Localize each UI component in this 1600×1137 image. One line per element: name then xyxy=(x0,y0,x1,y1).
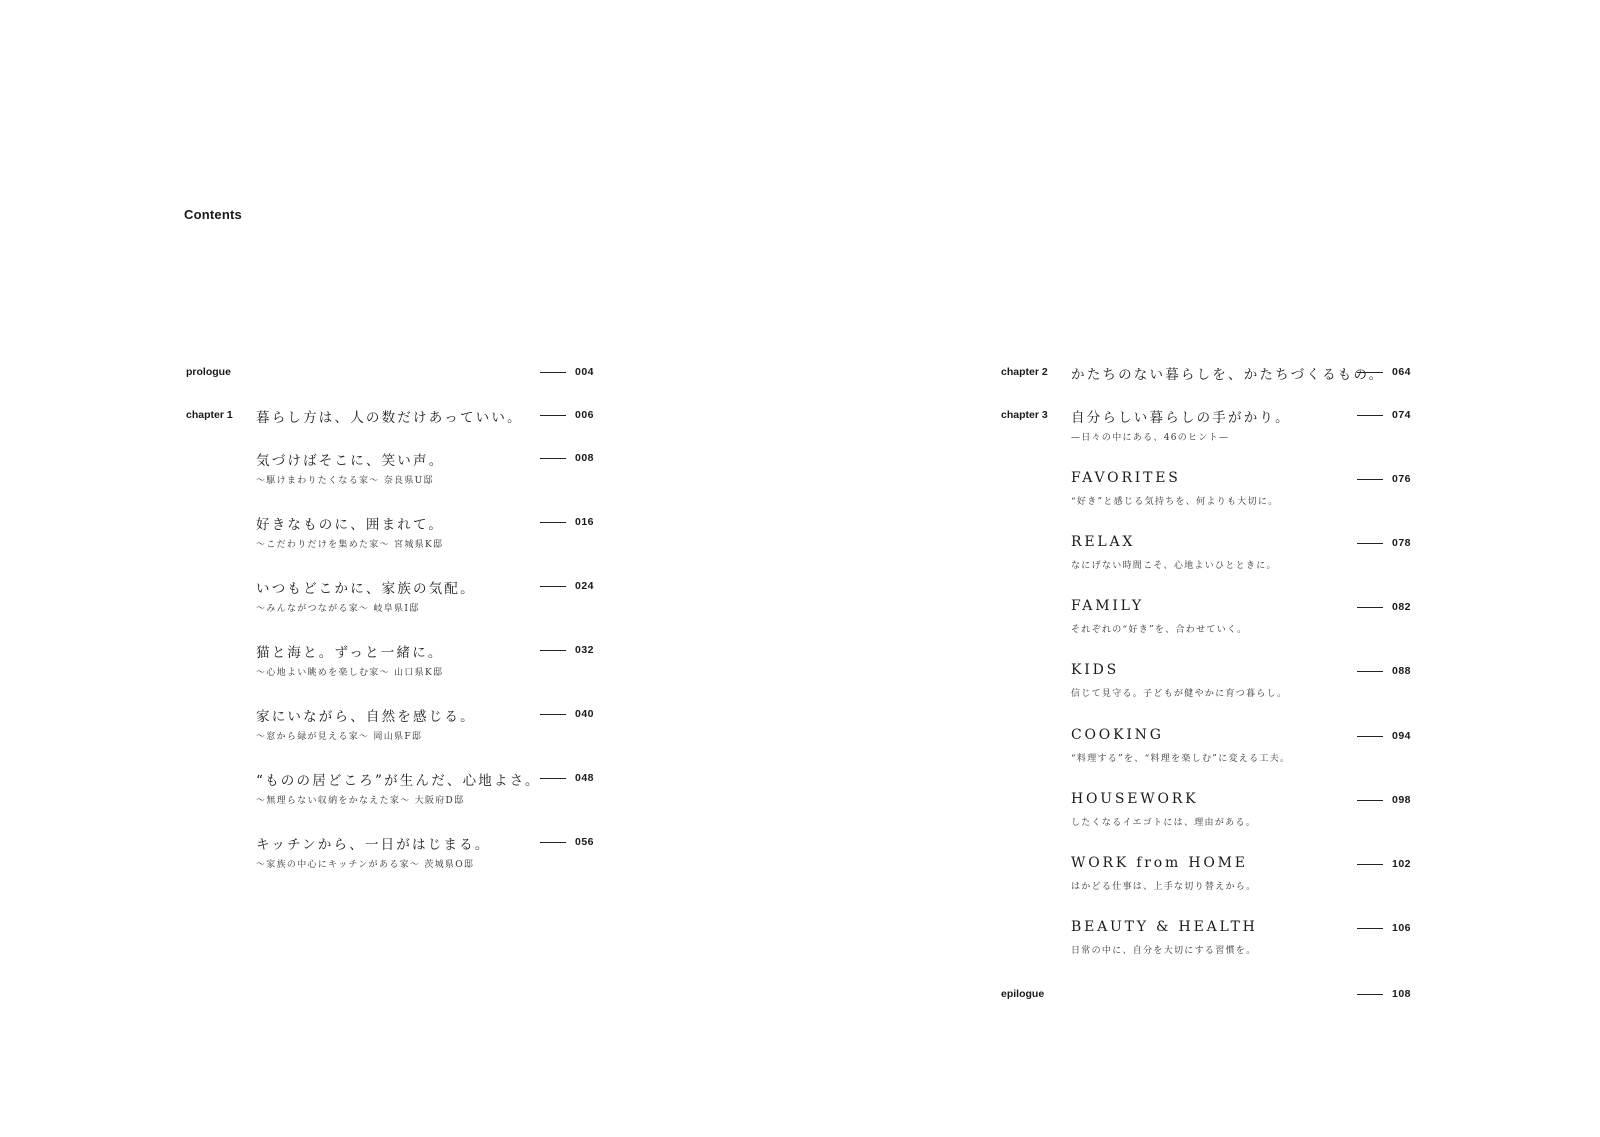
toc-entry[interactable] xyxy=(1001,598,1421,638)
entry-title: 家にいながら、自然を感じる。 xyxy=(256,709,476,725)
leader-line xyxy=(1357,994,1383,995)
entry-title: キッチンから、一日がはじまる。 xyxy=(256,837,491,853)
leader-line xyxy=(1357,415,1383,416)
entry-title: RELAX xyxy=(1071,534,1136,550)
entry-subtitle: はかどる仕事は、上手な切り替えから。 xyxy=(1071,882,1257,892)
entry-subtitle: 〜窓から緑が見える家〜 岡山県F邸 xyxy=(256,732,423,742)
entry-title: WORK from HOME xyxy=(1071,855,1248,871)
page-number: 048 xyxy=(575,772,595,784)
entry-subtitle: 日常の中に、自分を大切にする習慣を。 xyxy=(1071,946,1257,956)
entry-title: COOKING xyxy=(1071,727,1164,743)
entry-subtitle: 〜無理らない収納をかなえた家〜 大阪府D邸 xyxy=(256,796,465,806)
toc-entry[interactable] xyxy=(1001,534,1421,574)
leader-line xyxy=(1357,736,1383,737)
entry-subtitle: 信じて見守る。子どもが健やかに育つ暮らし。 xyxy=(1071,689,1288,699)
leader-line xyxy=(1357,372,1383,373)
page-number: 108 xyxy=(1392,988,1412,1000)
entry-label: chapter 1 xyxy=(186,409,233,421)
entry-title: BEAUTY & HEALTH xyxy=(1071,919,1258,935)
toc-entry[interactable] xyxy=(1001,470,1421,510)
entry-subtitle: “料理する”を、“料理を楽しむ”に変える工夫。 xyxy=(1071,754,1291,764)
entry-subtitle: なにげない時間こそ、心地よいひとときに。 xyxy=(1071,561,1277,571)
entry-title: 暮らし方は、人の数だけあっていい。 xyxy=(256,410,523,426)
entry-label: prologue xyxy=(186,366,231,378)
page-number: 056 xyxy=(575,836,595,848)
toc-entry[interactable] xyxy=(1001,985,1421,1025)
entry-subtitle: 〜こだわりだけを集めた家〜 宮城県K邸 xyxy=(256,540,444,550)
entry-title: “ものの居どころ”が生んだ、心地よさ。 xyxy=(256,773,541,789)
leader-line xyxy=(1357,928,1383,929)
toc-entry[interactable] xyxy=(1001,662,1421,702)
entry-title: 気づけばそこに、笑い声。 xyxy=(256,453,445,469)
leader-line xyxy=(1357,671,1383,672)
leader-line xyxy=(1357,800,1383,801)
entry-title: 自分らしい暮らしの手がかり。 xyxy=(1071,410,1291,426)
leader-line xyxy=(1357,479,1383,480)
entry-subtitle: それぞれの“好き”を、合わせていく。 xyxy=(1071,625,1248,635)
entry-title: KIDS xyxy=(1071,662,1120,678)
entry-subtitle: したくなるイエゴトには、理由がある。 xyxy=(1071,818,1257,828)
entry-subtitle: 〜心地よい眺めを楽しむ家〜 山口県K邸 xyxy=(256,668,444,678)
leader-line xyxy=(1357,864,1383,865)
page-number: 094 xyxy=(1392,730,1412,742)
toc-entry[interactable] xyxy=(1001,855,1421,895)
entry-title: かたちのない暮らしを、かたちづくるもの。 xyxy=(1071,367,1385,383)
page-number: 064 xyxy=(1392,366,1412,378)
entry-subtitle: “好き”と感じる気持ちを、何よりも大切に。 xyxy=(1071,497,1279,507)
entry-title: FAVORITES xyxy=(1071,470,1181,486)
toc-entry[interactable] xyxy=(1001,406,1421,446)
entry-subtitle: 〜家族の中心にキッチンがある家〜 茨城県O邸 xyxy=(256,860,475,870)
page-number: 004 xyxy=(575,366,595,378)
page-number: 106 xyxy=(1392,922,1412,934)
page-number: 008 xyxy=(575,452,595,464)
page-number: 098 xyxy=(1392,794,1412,806)
entry-title: 好きなものに、囲まれて。 xyxy=(256,517,445,533)
entry-subtitle: 〜みんながつながる家〜 岐阜県I邸 xyxy=(256,604,420,614)
page-number: 078 xyxy=(1392,537,1412,549)
entry-label: chapter 2 xyxy=(1001,366,1048,378)
entry-subtitle: —日々の中にある、46のヒント— xyxy=(1071,433,1230,443)
entry-subtitle: 〜駆けまわりたくなる家〜 奈良県U邸 xyxy=(256,476,434,486)
page-number: 032 xyxy=(575,644,595,656)
page-number: 040 xyxy=(575,708,595,720)
entry-title: HOUSEWORK xyxy=(1071,791,1199,807)
toc-entry[interactable] xyxy=(1001,791,1421,831)
page-number: 074 xyxy=(1392,409,1412,421)
page-number: 082 xyxy=(1392,601,1412,613)
toc-entry[interactable] xyxy=(1001,727,1421,767)
entry-title: 猫と海と。ずっと一緒に。 xyxy=(256,645,444,661)
page-title: Contents xyxy=(184,207,242,222)
page-number: 088 xyxy=(1392,665,1412,677)
leader-line xyxy=(1357,543,1383,544)
page-number: 102 xyxy=(1392,858,1412,870)
page-number: 016 xyxy=(575,516,595,528)
toc-entry[interactable] xyxy=(1001,363,1421,403)
entry-title: いつもどこかに、家族の気配。 xyxy=(256,581,476,597)
toc-entry[interactable] xyxy=(1001,919,1421,959)
leader-line xyxy=(1357,607,1383,608)
entry-title: FAMILY xyxy=(1071,598,1144,614)
page-number: 076 xyxy=(1392,473,1412,485)
entry-label: epilogue xyxy=(1001,988,1045,1000)
page-number: 024 xyxy=(575,580,595,592)
page-number: 006 xyxy=(575,409,595,421)
entry-label: chapter 3 xyxy=(1001,409,1048,421)
